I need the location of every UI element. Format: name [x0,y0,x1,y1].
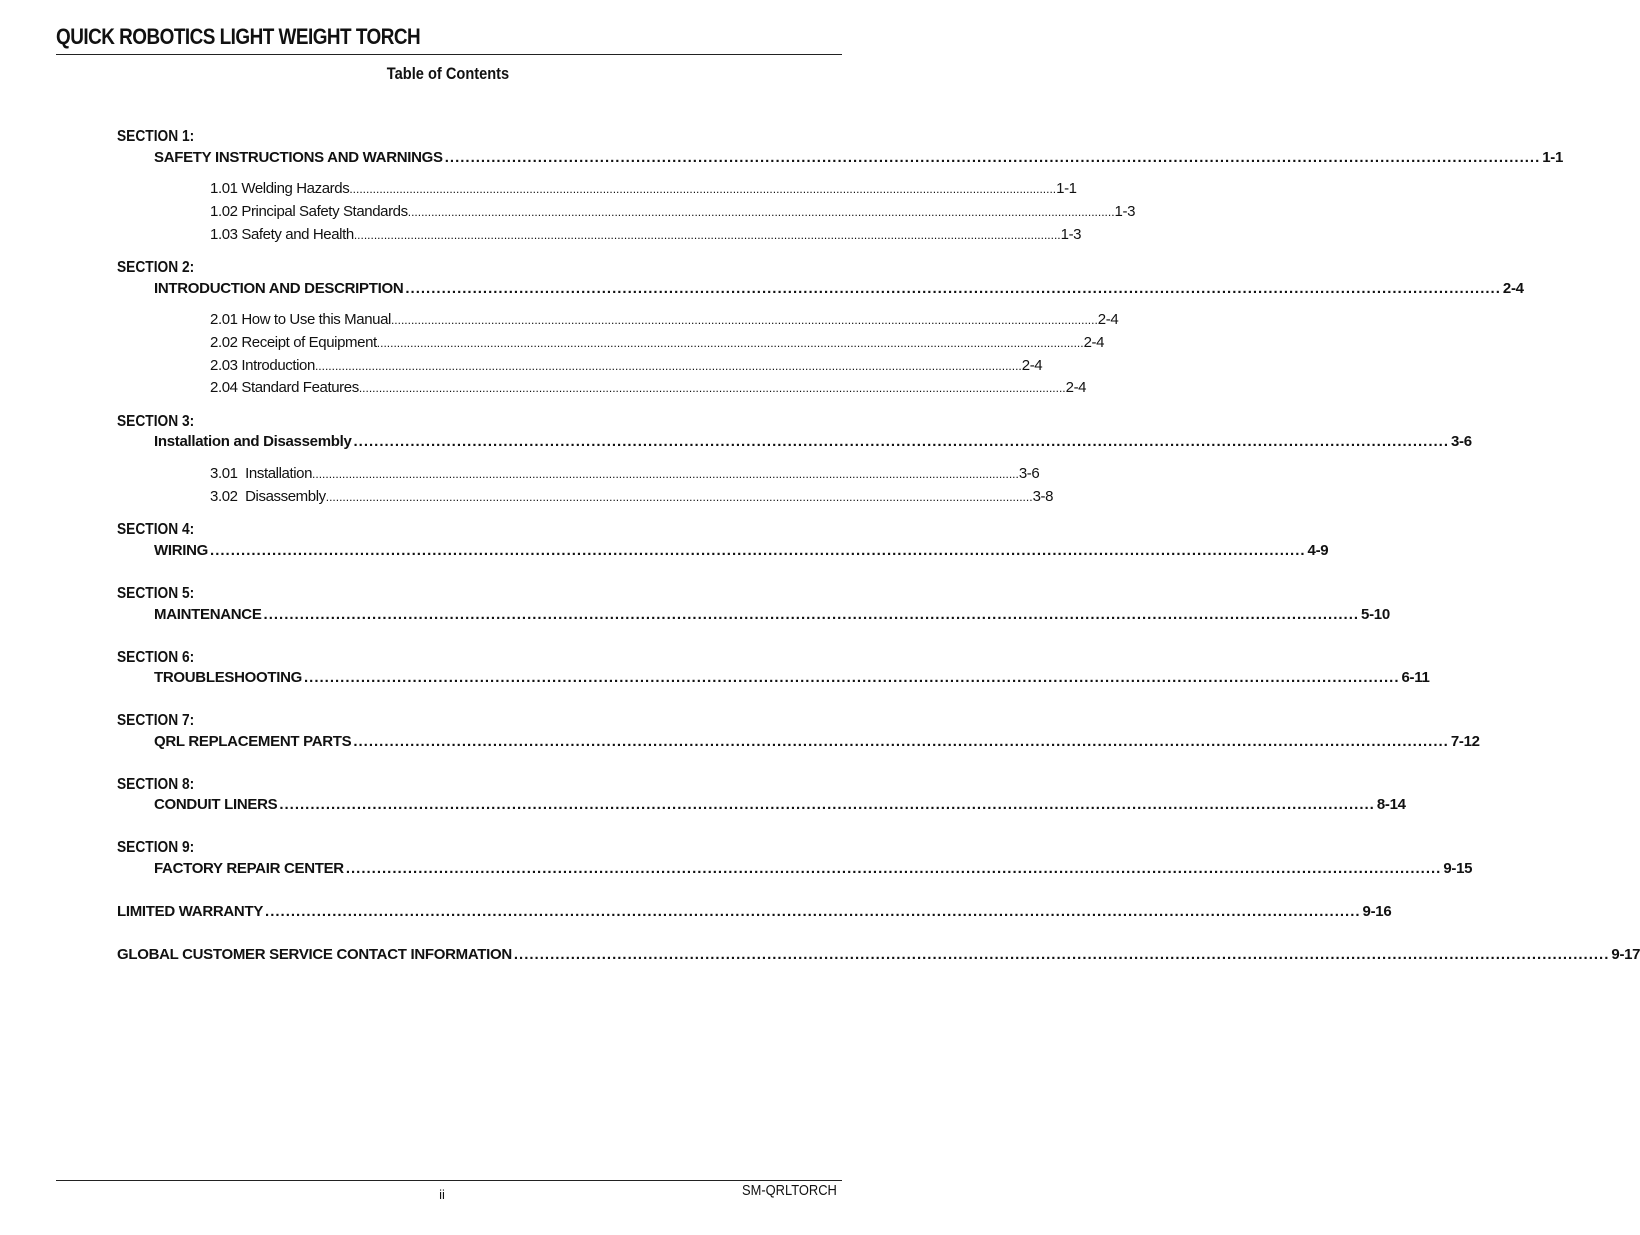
dot-leader: .................................................................................................................................................................................................................... [210,542,1306,559]
dot-leader: .................................................................................................................................................................................................................... [407,205,1115,219]
toc-subentry-2-03[interactable] [210,357,1043,374]
toc-subentry-1-01[interactable] [210,180,1077,197]
toc-entry-section-7[interactable] [154,733,1480,750]
section-1-label: SECTION 1: [117,128,195,145]
toc-entry-page: 2-4 [1502,280,1524,297]
toc-subentry-2-02[interactable] [210,334,1105,351]
section-6-label: SECTION 6: [117,649,195,666]
toc-subentry-2-01[interactable] [210,311,1119,328]
toc-subentry-1-02[interactable] [210,203,1136,220]
section-8-label: SECTION 8: [117,776,195,793]
header-rule [56,54,842,55]
toc-subentry-title: 2.01 How to Use this Manual [210,311,391,328]
toc-subentry-title: 2.03 Introduction [210,357,315,374]
toc-entry-page: 8-14 [1376,796,1406,813]
toc-subentry-title: 1.01 Welding Hazards [210,180,350,197]
toc-subentry-page: 3-8 [1032,488,1054,505]
toc-subentry-page: 2-4 [1065,379,1087,396]
dot-leader: .................................................................................................................................................................................................................... [349,182,1057,196]
dot-leader: .................................................................................................................................................................................................................... [345,860,1442,877]
toc-entry-section-8[interactable] [154,796,1406,813]
toc-title: Table of Contents [386,64,510,83]
dot-leader: .................................................................................................................................................................................................................... [353,433,1450,450]
toc-entry-title: TROUBLESHOOTING [154,669,302,686]
section-9-label: SECTION 9: [117,839,195,856]
dot-leader: .................................................................................................................................................................................................................... [304,669,1400,686]
toc-entry-title: LIMITED WARRANTY [117,903,264,920]
section-2-label: SECTION 2: [117,259,195,276]
toc-subentry-1-03[interactable] [210,226,1082,243]
toc-subentry-title: 3.01 Installation [210,465,313,482]
toc-entry-page: 7-12 [1450,733,1480,750]
toc-entry-section-2[interactable] [154,280,1524,297]
dot-leader: .................................................................................................................................................................................................................... [279,796,1375,813]
footer-rule [56,1180,842,1181]
toc-subentry-title: 2.04 Standard Features [210,379,359,396]
toc-subentry-title: 3.02 Disassembly [210,488,326,505]
dot-leader: .................................................................................................................................................................................................................... [513,946,1610,963]
toc-subentry-page: 2-4 [1097,311,1119,328]
toc-entry-page: 4-9 [1307,542,1329,559]
toc-entry-title: WIRING [154,542,209,559]
toc-subentry-2-04[interactable] [210,379,1087,396]
toc-entry-section-5[interactable] [154,606,1390,623]
dot-leader: .................................................................................................................................................................................................................... [444,149,1541,166]
document-header-title: QUICK ROBOTICS LIGHT WEIGHT TORCH [56,24,421,49]
toc-subentry-title: 2.02 Receipt of Equipment [210,334,377,351]
toc-subentry-page: 2-4 [1021,357,1043,374]
footer-document-code: SM-QRLTORCH [742,1182,837,1199]
dot-leader: .................................................................................................................................................................................................................... [390,313,1098,327]
footer-page-number: ii [439,1187,445,1202]
toc-subentry-page: 1-3 [1060,226,1082,243]
dot-leader: .................................................................................................................................................................................................................... [358,381,1066,395]
toc-entry-limited-warranty[interactable] [117,903,1392,920]
toc-entry-title: Installation and Disassembly [154,433,352,450]
section-4-label: SECTION 4: [117,521,195,538]
toc-entry-page: 5-10 [1361,606,1390,623]
toc-entry-title: CONDUIT LINERS [154,796,278,813]
section-7-label: SECTION 7: [117,712,195,729]
toc-entry-global-customer-service[interactable] [117,946,1640,963]
toc-entry-page: 9-17 [1611,946,1640,963]
toc-entry-section-3[interactable] [154,433,1472,450]
toc-entry-page: 3-6 [1451,433,1472,450]
toc-entry-page: 6-11 [1401,669,1430,686]
toc-subentry-page: 3-6 [1018,465,1040,482]
toc-entry-section-1[interactable] [154,149,1564,166]
toc-entry-title: MAINTENANCE [154,606,262,623]
dot-leader: .................................................................................................................................................................................................................... [353,733,1449,750]
dot-leader: .................................................................................................................................................................................................................... [314,359,1022,373]
toc-subentry-page: 2-4 [1083,334,1105,351]
toc-subentry-title: 1.03 Safety and Health [210,226,354,243]
dot-leader: .................................................................................................................................................................................................................... [312,467,1019,481]
toc-subentry-3-02[interactable] [210,488,1054,505]
toc-entry-title: GLOBAL CUSTOMER SERVICE CONTACT INFORMATION [117,946,512,963]
toc-subentry-page: 1-1 [1056,180,1077,197]
toc-entry-page: 9-16 [1362,903,1392,920]
dot-leader: .................................................................................................................................................................................................................... [265,903,1361,920]
toc-entry-title: QRL REPLACEMENT PARTS [154,733,352,750]
dot-leader: .................................................................................................................................................................................................................... [353,228,1061,242]
toc-entry-title: SAFETY INSTRUCTIONS AND WARNINGS [154,149,443,166]
dot-leader: .................................................................................................................................................................................................................... [263,606,1360,623]
dot-leader: .................................................................................................................................................................................................................... [405,280,1501,297]
toc-entry-section-6[interactable] [154,669,1430,686]
section-3-label: SECTION 3: [117,413,195,430]
toc-entry-page: 9-15 [1443,860,1473,877]
toc-entry-section-9[interactable] [154,860,1473,877]
toc-entry-section-4[interactable] [154,542,1329,559]
dot-leader: .................................................................................................................................................................................................................... [325,490,1033,504]
toc-entry-title: INTRODUCTION AND DESCRIPTION [154,280,404,297]
toc-subentry-3-01[interactable] [210,465,1040,482]
section-5-label: SECTION 5: [117,585,195,602]
toc-subentry-page: 1-3 [1114,203,1136,220]
toc-entry-page: 1-1 [1542,149,1564,166]
dot-leader: .................................................................................................................................................................................................................... [376,336,1084,350]
toc-subentry-title: 1.02 Principal Safety Standards [210,203,408,220]
toc-entry-title: FACTORY REPAIR CENTER [154,860,344,877]
